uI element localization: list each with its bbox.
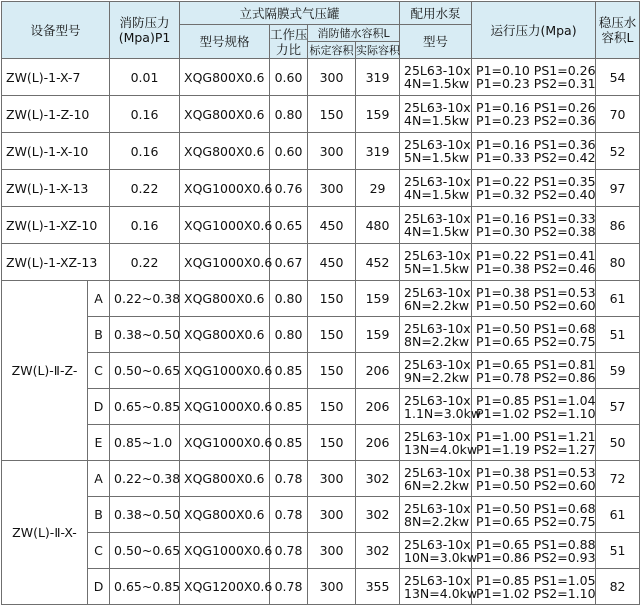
cell-tank: XQG800X0.6 <box>180 461 270 497</box>
cell-pump <box>400 389 482 425</box>
run-line1: P1=0.22 PS1=0.35 <box>476 174 596 189</box>
pump-line2: 13N=4.0kw <box>404 441 478 457</box>
run-line2: P1=0.65 PS2=0.75 <box>476 333 596 349</box>
header-fire-pressure-unit: (Mpa)P1 <box>118 30 171 45</box>
cell-run-pressure <box>472 569 596 605</box>
cell-sub: C <box>88 533 110 569</box>
table-row <box>2 133 640 170</box>
cell-rated: 300 <box>308 461 356 497</box>
cell-tank: XQG1200X0.6 <box>180 569 270 605</box>
run-line2: P1=0.50 PS2=0.60 <box>476 477 596 493</box>
cell-stab: 82 <box>596 569 640 605</box>
cell-rated: 300 <box>308 133 356 170</box>
cell-rated: 150 <box>308 353 356 389</box>
run-line2: P1=1.02 PS2=1.10 <box>476 405 596 421</box>
pump-line1: 25L63-10x <box>404 572 471 588</box>
cell-stab: 61 <box>596 497 640 533</box>
table-row <box>2 425 640 461</box>
cell-pump <box>400 133 472 170</box>
cell-actual: 302 <box>356 533 400 569</box>
table-row <box>2 281 640 317</box>
cell-p1: 0.22 <box>110 244 180 281</box>
cell-run-pressure <box>472 281 596 317</box>
cell-ratio: 0.76 <box>270 170 308 207</box>
table-row <box>2 389 640 425</box>
header-pump-model: 型号 <box>400 25 472 59</box>
header-tank-group: 立式隔膜式气压罐 <box>180 2 400 25</box>
cell-p1: 0.85~1.0 <box>110 425 180 461</box>
header-fire-storage: 消防储水容积L <box>308 25 400 42</box>
cell-stab: 72 <box>596 461 640 497</box>
cell-pump <box>400 533 478 569</box>
header-tank-model: 型号规格 <box>180 25 270 59</box>
cell-run-pressure <box>472 244 596 281</box>
cell-actual: 302 <box>356 497 400 533</box>
run-line2: P1=0.78 PS2=0.86 <box>476 369 596 385</box>
cell-actual: 29 <box>356 170 400 207</box>
cell-actual: 206 <box>356 389 400 425</box>
cell-rated: 300 <box>308 569 356 605</box>
header-work-ratio <box>270 25 308 59</box>
cell-stab: 54 <box>596 59 640 96</box>
cell-p1: 0.01 <box>110 59 180 96</box>
cell-rated: 300 <box>308 497 356 533</box>
cell-ratio: 0.85 <box>270 425 308 461</box>
table-row <box>2 533 640 569</box>
cell-sub: B <box>88 497 110 533</box>
header-stab-volume-line1: 稳压水 <box>598 15 637 30</box>
pump-line1: 25L63-10x <box>404 284 471 300</box>
cell-run-pressure <box>472 133 596 170</box>
pump-line1: 25L63-10x <box>404 428 471 444</box>
table-row <box>2 170 640 207</box>
cell-pump <box>400 497 472 533</box>
cell-ratio: 0.60 <box>270 133 308 170</box>
cell-tank: XQG800X0.6 <box>180 317 270 353</box>
cell-ratio: 0.67 <box>270 244 308 281</box>
header-work-ratio-line1: 工作压 <box>270 26 308 42</box>
pump-line1: 25L63-10x <box>404 464 471 480</box>
run-line1: P1=0.50 PS1=0.68 <box>476 320 596 336</box>
pump-line1: 25L63-10x <box>404 536 471 552</box>
cell-rated: 450 <box>308 207 356 244</box>
run-line2: P1=0.33 PS2=0.42 <box>476 150 596 165</box>
run-line2: P1=1.19 PS2=1.27 <box>476 441 596 457</box>
table-row <box>2 96 640 133</box>
cell-pump <box>400 96 472 133</box>
pump-line1: 25L63-10x <box>404 356 471 372</box>
header-stab-volume <box>596 2 640 59</box>
table-row <box>2 244 640 281</box>
cell-stab: 51 <box>596 317 640 353</box>
cell-actual: 452 <box>356 244 400 281</box>
cell-run-pressure <box>472 96 596 133</box>
run-line1: P1=1.00 PS1=1.21 <box>476 428 596 444</box>
table-row <box>2 461 640 497</box>
cell-actual: 159 <box>356 281 400 317</box>
cell-sub: D <box>88 389 110 425</box>
run-line1: P1=0.10 PS1=0.26 <box>476 63 596 78</box>
run-line1: P1=0.65 PS1=0.88 <box>476 536 596 552</box>
cell-sub: D <box>88 569 110 605</box>
cell-model: ZW(L)-1-X-10 <box>2 133 110 170</box>
cell-run-pressure <box>472 353 596 389</box>
cell-stab: 51 <box>596 533 640 569</box>
cell-model: ZW(L)-1-XZ-13 <box>2 244 110 281</box>
pump-line1: 25L63-10x <box>404 392 471 408</box>
header-stab-volume-line2: 容积L <box>601 30 634 45</box>
cell-p1: 0.50~0.65 <box>110 533 180 569</box>
cell-pump <box>400 59 472 96</box>
cell-ratio: 0.78 <box>270 569 308 605</box>
cell-ratio: 0.80 <box>270 96 308 133</box>
cell-run-pressure <box>472 461 596 497</box>
cell-rated: 300 <box>308 170 356 207</box>
cell-p1: 0.65~0.85 <box>110 389 180 425</box>
run-line2: P1=0.65 PS2=0.75 <box>476 513 596 529</box>
table-row <box>2 353 640 389</box>
cell-model: ZW(L)-1-X-7 <box>2 59 110 96</box>
cell-rated: 150 <box>308 425 356 461</box>
cell-ratio: 0.78 <box>270 461 308 497</box>
cell-run-pressure <box>472 425 596 461</box>
pump-line1: 25L63-10x <box>404 174 471 189</box>
header-fire-pressure-label: 消防压力 <box>119 15 170 30</box>
cell-p1: 0.65~0.85 <box>110 569 180 605</box>
cell-rated: 150 <box>308 317 356 353</box>
cell-sub: A <box>88 281 110 317</box>
cell-stab: 57 <box>596 389 640 425</box>
pump-line2: 1.1N=3.0kw <box>404 405 482 421</box>
cell-sub: E <box>88 425 110 461</box>
pump-line1: 25L63-10x <box>404 248 471 263</box>
table-row <box>2 59 640 96</box>
cell-stab: 97 <box>596 170 640 207</box>
header-actual-volume: 实际容积 <box>356 43 401 57</box>
cell-actual: 159 <box>356 96 400 133</box>
table-header <box>2 2 640 59</box>
cell-pump <box>400 353 472 389</box>
cell-run-pressure <box>472 207 596 244</box>
cell-rated: 150 <box>308 389 356 425</box>
cell-tank: XQG1000X0.6 <box>180 425 270 461</box>
cell-sub: C <box>88 353 110 389</box>
pump-line2: 8N=2.2kw <box>404 333 470 349</box>
cell-run-pressure <box>472 389 596 425</box>
run-line2: P1=0.32 PS2=0.40 <box>476 187 596 202</box>
run-line2: P1=0.23 PS2=0.31 <box>476 76 596 91</box>
header-fire-pressure <box>110 2 180 59</box>
cell-run-pressure <box>472 59 596 96</box>
pump-line1: 25L63-10x <box>404 500 471 516</box>
cell-rated: 300 <box>308 533 356 569</box>
cell-ratio: 0.60 <box>270 59 308 96</box>
pump-line1: 25L63-10x <box>404 137 471 152</box>
cell-p1: 0.38~0.50 <box>110 317 180 353</box>
run-line2: P1=0.23 PS2=0.36 <box>476 113 596 128</box>
cell-stab: 52 <box>596 133 640 170</box>
cell-pump <box>400 569 478 605</box>
pump-line2: 13N=4.0kw <box>404 585 478 601</box>
cell-model: ZW(L)-1-XZ-10 <box>2 207 110 244</box>
run-line2: P1=0.50 PS2=0.60 <box>476 297 596 313</box>
cell-ratio: 0.80 <box>270 281 308 317</box>
cell-tank: XQG800X0.6 <box>180 281 270 317</box>
cell-actual: 480 <box>356 207 400 244</box>
run-line1: P1=0.16 PS1=0.26 <box>476 100 596 115</box>
cell-ratio: 0.78 <box>270 497 308 533</box>
run-line1: P1=0.85 PS1=1.05 <box>476 572 596 588</box>
run-line2: P1=1.02 PS2=1.10 <box>476 585 596 601</box>
cell-stab: 61 <box>596 281 640 317</box>
cell-run-pressure <box>472 170 596 207</box>
cell-group-model: ZW(L)-Ⅱ-X- <box>2 461 88 605</box>
cell-tank: XQG1000X0.6 <box>180 389 270 425</box>
cell-ratio: 0.80 <box>270 317 308 353</box>
cell-ratio: 0.78 <box>270 533 308 569</box>
cell-actual: 206 <box>356 353 400 389</box>
cell-p1: 0.22 <box>110 170 180 207</box>
cell-p1: 0.16 <box>110 96 180 133</box>
run-line1: P1=0.38 PS1=0.53 <box>476 284 596 300</box>
cell-stab: 59 <box>596 353 640 389</box>
cell-model: ZW(L)-1-Z-10 <box>2 96 110 133</box>
cell-rated: 150 <box>308 281 356 317</box>
pump-line2: 8N=2.2kw <box>404 513 470 529</box>
cell-p1: 0.22~0.38 <box>110 281 180 317</box>
cell-pump <box>400 207 472 244</box>
header-model: 设备型号 <box>2 2 110 59</box>
cell-tank: XQG1000X0.6 <box>180 207 270 244</box>
cell-stab: 86 <box>596 207 640 244</box>
table-row <box>2 317 640 353</box>
run-line1: P1=0.85 PS1=1.04 <box>476 392 596 408</box>
pump-line2: 4N=1.5kw <box>404 224 470 239</box>
cell-actual: 319 <box>356 133 400 170</box>
cell-pump <box>400 317 472 353</box>
cell-pump <box>400 461 472 497</box>
cell-p1: 0.16 <box>110 207 180 244</box>
header-run-pressure: 运行压力(Mpa) <box>472 2 596 59</box>
run-line1: P1=0.50 PS1=0.68 <box>476 500 596 516</box>
cell-rated: 150 <box>308 96 356 133</box>
pump-line2: 4N=1.5kw <box>404 187 470 202</box>
cell-tank: XQG800X0.6 <box>180 497 270 533</box>
cell-p1: 0.22~0.38 <box>110 461 180 497</box>
cell-ratio: 0.65 <box>270 207 308 244</box>
cell-tank: XQG1000X0.6 <box>180 170 270 207</box>
cell-model: ZW(L)-1-X-13 <box>2 170 110 207</box>
cell-actual: 302 <box>356 461 400 497</box>
pump-line1: 25L63-10x <box>404 320 471 336</box>
table-row <box>2 497 640 533</box>
cell-tank: XQG800X0.6 <box>180 96 270 133</box>
cell-tank: XQG1000X0.6 <box>180 533 270 569</box>
cell-stab: 80 <box>596 244 640 281</box>
run-line1: P1=0.65 PS1=0.81 <box>476 356 596 372</box>
cell-pump <box>400 170 472 207</box>
cell-rated: 300 <box>308 59 356 96</box>
cell-p1: 0.16 <box>110 133 180 170</box>
pump-line2: 10N=3.0kw <box>404 549 478 565</box>
cell-p1: 0.38~0.50 <box>110 497 180 533</box>
cell-tank: XQG1000X0.6 <box>180 244 270 281</box>
cell-pump <box>400 244 472 281</box>
pump-line2: 4N=1.5kw <box>404 76 470 91</box>
cell-run-pressure <box>472 533 596 569</box>
cell-actual: 319 <box>356 59 400 96</box>
cell-actual: 355 <box>356 569 400 605</box>
pump-line2: 9N=2.2kw <box>404 369 470 385</box>
run-line1: P1=0.16 PS1=0.33 <box>476 211 596 226</box>
cell-group-model: ZW(L)-Ⅱ-Z- <box>2 281 88 461</box>
pump-line2: 5N=1.5kw <box>404 261 470 276</box>
pump-line1: 25L63-10x <box>404 63 471 78</box>
cell-run-pressure <box>472 317 596 353</box>
cell-sub: A <box>88 461 110 497</box>
cell-rated: 450 <box>308 244 356 281</box>
run-line1: P1=0.22 PS1=0.41 <box>476 248 596 263</box>
cell-sub: B <box>88 317 110 353</box>
run-line1: P1=0.16 PS1=0.36 <box>476 137 596 152</box>
pump-line2: 5N=1.5kw <box>404 150 470 165</box>
cell-stab: 50 <box>596 425 640 461</box>
header-pump-group: 配用水泵 <box>400 2 472 25</box>
table-row <box>2 569 640 605</box>
cell-run-pressure <box>472 497 596 533</box>
pump-line2: 4N=1.5kw <box>404 113 470 128</box>
cell-actual: 159 <box>356 317 400 353</box>
cell-actual: 206 <box>356 425 400 461</box>
spec-table <box>1 1 640 605</box>
cell-ratio: 0.85 <box>270 389 308 425</box>
run-line1: P1=0.38 PS1=0.53 <box>476 464 596 480</box>
cell-tank: XQG1000X0.6 <box>180 353 270 389</box>
pump-line2: 6N=2.2kw <box>404 477 470 493</box>
cell-tank: XQG800X0.6 <box>180 59 270 96</box>
cell-p1: 0.50~0.65 <box>110 353 180 389</box>
pump-line1: 25L63-10x <box>404 211 471 226</box>
pump-line1: 25L63-10x <box>404 100 471 115</box>
cell-ratio: 0.85 <box>270 353 308 389</box>
cell-stab: 70 <box>596 96 640 133</box>
cell-tank: XQG800X0.6 <box>180 133 270 170</box>
pump-line2: 6N=2.2kw <box>404 297 470 313</box>
cell-pump <box>400 425 478 461</box>
run-line2: P1=0.86 PS2=0.93 <box>476 549 596 565</box>
header-rated-volume: 标定容积 <box>309 43 354 57</box>
run-line2: P1=0.38 PS2=0.46 <box>476 261 596 276</box>
header-work-ratio-line2: 力比 <box>276 41 302 57</box>
cell-pump <box>400 281 472 317</box>
run-line2: P1=0.30 PS2=0.38 <box>476 224 596 239</box>
table-row <box>2 207 640 244</box>
